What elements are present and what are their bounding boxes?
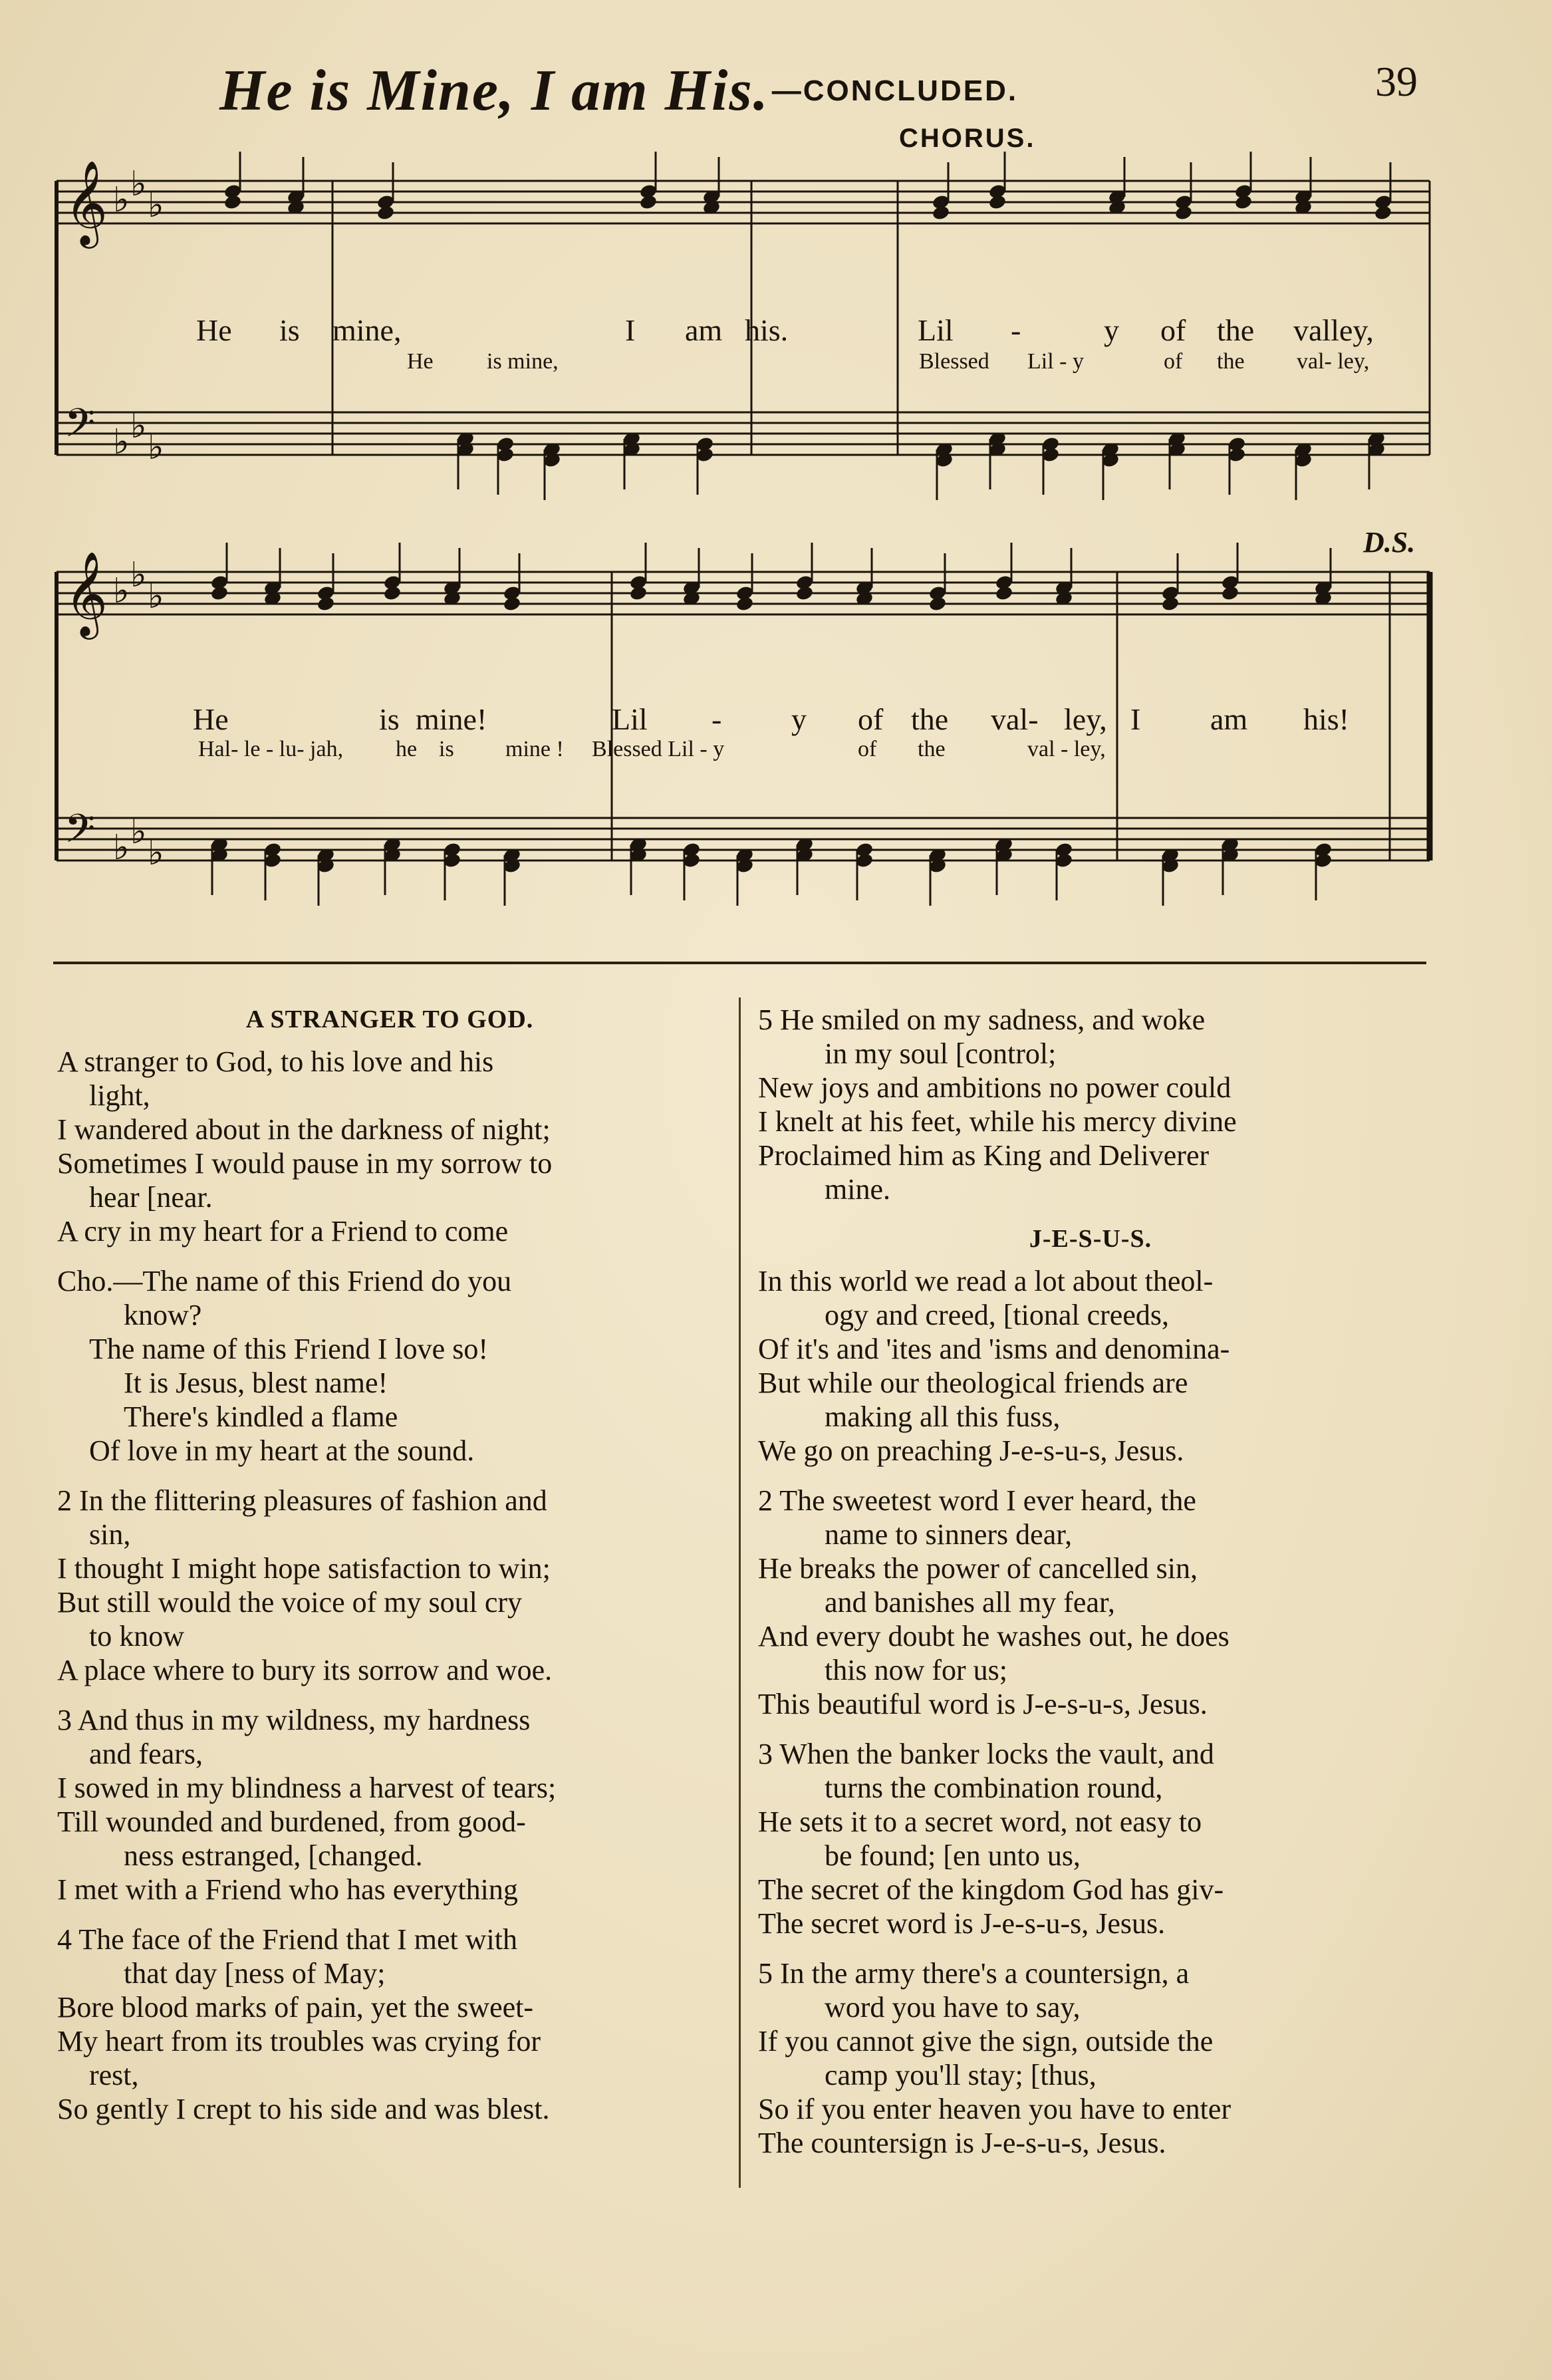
lyric-syllable: - <box>711 702 722 736</box>
verse-line: He breaks the power of cancelled sin, <box>758 1552 1198 1585</box>
verse-line: He sets it to a secret word, not easy to <box>758 1805 1202 1838</box>
verse-line: Bore blood marks of pain, yet the sweet- <box>57 1991 534 2024</box>
lyric-syllable: mine ! <box>505 737 564 761</box>
bass-clef-icon: 𝄢 <box>65 400 96 456</box>
lyric-syllable: his. <box>745 313 789 347</box>
verse-line: I wandered about in the darkness of night; <box>57 1113 551 1146</box>
flat-icon: ♭ <box>130 812 147 852</box>
lyric-syllable: Lil - y <box>1027 349 1084 374</box>
lyric-syllable: val- ley, <box>1297 349 1370 374</box>
sheet-music <box>0 0 1552 958</box>
section-divider <box>53 962 1426 964</box>
verse-line: The secret of the kingdom God has giv- <box>758 1873 1224 1906</box>
note-head <box>383 585 402 601</box>
flat-icon: ♭ <box>148 577 164 616</box>
verse-line: and fears, <box>89 1738 203 1770</box>
lyric-syllable: - <box>1011 313 1021 347</box>
hymn-stranger-verses <box>57 1045 722 2126</box>
verse-line: mine. <box>825 1173 890 1206</box>
flat-icon: ♭ <box>130 164 147 204</box>
verse-line: be found; [en unto us, <box>825 1839 1081 1872</box>
lyric-syllable: He <box>193 702 229 736</box>
note-head <box>932 204 951 221</box>
verse-line: turns the combination round, <box>825 1772 1163 1804</box>
ds-marking: D.S. <box>1363 526 1416 559</box>
verse-line: light, <box>89 1079 150 1112</box>
verse-line: 3 And thus in my wildness, my hardness <box>57 1704 531 1736</box>
verse-line: And every doubt he washes out, he does <box>758 1620 1229 1653</box>
verse-line: We go on preaching J-e-s-u-s, Jesus. <box>758 1434 1184 1467</box>
lyric-syllable: is <box>439 737 454 761</box>
flat-icon: ♭ <box>113 180 130 220</box>
flat-icon: ♭ <box>113 422 130 462</box>
lyric-syllable: the <box>1217 313 1255 347</box>
treble-clef-icon: 𝄞 <box>65 160 108 245</box>
lyric-syllable: his! <box>1303 702 1349 736</box>
lyric-syllable: of <box>858 702 884 736</box>
verse-line: This beautiful word is J-e-s-u-s, Jesus. <box>758 1688 1208 1720</box>
verse-line: Sometimes I would pause in my sorrow to <box>57 1147 553 1180</box>
concluded-label: —CONCLUDED. <box>771 74 1019 107</box>
lyric-syllable: I <box>1130 702 1141 736</box>
chorus-label: CHORUS. <box>899 124 1036 153</box>
verse-line: I knelt at his feet, while his mercy divine <box>758 1105 1237 1138</box>
bass-clef-icon: 𝄢 <box>65 805 96 861</box>
verse-line: My heart from its troubles was crying for <box>57 2025 541 2057</box>
verse-line: 3 When the banker locks the vault, and <box>758 1738 1214 1770</box>
verse-line: But still would the voice of my soul cry <box>57 1586 523 1619</box>
note-head <box>928 595 948 612</box>
note-head <box>988 194 1007 210</box>
lyric-syllable: Blessed Lil - y <box>592 737 725 761</box>
flat-icon: ♭ <box>148 186 164 225</box>
lyric-syllable: of <box>1164 349 1183 374</box>
verse-line: If you cannot give the sign, outside the <box>758 2025 1214 2057</box>
lyric-syllable: Hal- le - lu- jah, <box>198 737 344 761</box>
column-divider <box>739 997 741 2188</box>
lyric-syllable: Blessed <box>919 349 989 374</box>
hymn-stranger-title: A STRANGER TO GOD. <box>245 1005 534 1033</box>
page-number: 39 <box>1375 58 1418 105</box>
verse-line: But while our theological friends are <box>758 1367 1188 1399</box>
lyric-syllable: He <box>196 313 232 347</box>
verse-line: know? <box>124 1299 202 1331</box>
verse-line: rest, <box>89 2059 139 2091</box>
verse-line: to know <box>89 1620 184 1653</box>
verse-line: So if you enter heaven you have to enter <box>758 2093 1231 2125</box>
lyric-syllable: is mine, <box>487 349 559 374</box>
verse-line: hear [near. <box>89 1181 213 1214</box>
hymn-stranger-verse-5 <box>758 1003 1423 1206</box>
lyric-syllable: mine, <box>332 313 402 347</box>
verse-line: word you have to say, <box>825 1991 1081 2024</box>
lyric-syllable: is <box>379 702 400 736</box>
verse-line: It is Jesus, blest name! <box>124 1367 388 1399</box>
verse-line: A place where to bury its sorrow and woe. <box>57 1654 553 1686</box>
lyric-syllable: He <box>407 349 434 374</box>
note-head <box>1234 194 1253 210</box>
flat-icon: ♭ <box>148 428 164 467</box>
note-head <box>1161 595 1180 612</box>
verse-line: this now for us; <box>825 1654 1007 1686</box>
verse-line: making all this fuss, <box>825 1400 1061 1433</box>
lyric-syllable: valley, <box>1293 313 1374 347</box>
verse-line: A stranger to God, to his love and his <box>57 1045 494 1078</box>
note-head <box>639 194 658 210</box>
note-head <box>223 194 243 210</box>
verse-line: name to sinners dear, <box>825 1518 1073 1551</box>
verse-line: In this world we read a lot about theol- <box>758 1265 1214 1297</box>
verse-line: Of love in my heart at the sound. <box>89 1434 475 1467</box>
verse-line: Till wounded and burdened, from good- <box>57 1805 526 1838</box>
right-column <box>758 1003 1423 2160</box>
verse-line: Of it's and 'ites and 'isms and denomina- <box>758 1333 1230 1365</box>
verse-line: There's kindled a flame <box>124 1400 398 1433</box>
verse-line: ogy and creed, [tional creeds, <box>825 1299 1169 1331</box>
verse-line: 2 The sweetest word I ever heard, the <box>758 1484 1196 1517</box>
note-head <box>795 585 815 601</box>
lyric-syllable: the <box>911 702 949 736</box>
note-head <box>1174 204 1194 221</box>
flat-icon: ♭ <box>148 833 164 873</box>
verse-line: So gently I crept to his side and was blest. <box>57 2093 550 2125</box>
note-head <box>735 595 755 612</box>
left-column <box>57 1003 722 2126</box>
flat-icon: ♭ <box>113 571 130 611</box>
flat-icon: ♭ <box>130 406 147 446</box>
verse-line: New joys and ambitions no power could <box>758 1071 1231 1104</box>
verse-line: in my soul [control; <box>825 1037 1057 1070</box>
verse-line: Cho.—The name of this Friend do you <box>57 1265 512 1297</box>
verse-line: A cry in my heart for a Friend to come <box>57 1215 509 1248</box>
lyric-syllable: of <box>858 737 877 761</box>
note-head <box>503 595 522 612</box>
lyric-syllable: y <box>1104 313 1119 347</box>
note-head <box>995 585 1014 601</box>
lyric-syllable: I <box>625 313 636 347</box>
verse-line: 5 In the army there's a countersign, a <box>758 1957 1190 1990</box>
lyric-syllable: val - ley, <box>1027 737 1106 761</box>
verse-line: 2 In the flittering pleasures of fashion and <box>57 1484 547 1517</box>
verse-line: I sowed in my blindness a harvest of tears; <box>57 1772 557 1804</box>
lyric-syllable: Lil <box>918 313 954 347</box>
verse-line: sin, <box>89 1518 131 1551</box>
note-head <box>629 585 648 601</box>
verse-line: that day [ness of May; <box>124 1957 386 1990</box>
lyric-syllable: am <box>685 313 723 347</box>
lyric-syllable: of <box>1160 313 1186 347</box>
note-head <box>1221 585 1240 601</box>
verse-line: The name of this Friend I love so! <box>89 1333 488 1365</box>
lyric-syllable: ley, <box>1064 702 1107 736</box>
verse-line: The countersign is J-e-s-u-s, Jesus. <box>758 2127 1166 2159</box>
verse-line: 5 He smiled on my sadness, and woke <box>758 1003 1206 1036</box>
note-head <box>376 204 396 221</box>
lyric-syllable: the <box>918 737 946 761</box>
hymn-jesus-title: J-E-S-U-S. <box>1029 1225 1152 1253</box>
verse-line: camp you'll stay; [thus, <box>825 2059 1097 2091</box>
lyric-syllable: am <box>1210 702 1248 736</box>
verse-line: ness estranged, [changed. <box>124 1839 423 1872</box>
lyric-syllable: the <box>1217 349 1245 374</box>
verse-line: and banishes all my fear, <box>825 1586 1115 1619</box>
verse-line: Proclaimed him as King and Deliverer <box>758 1139 1210 1172</box>
verse-line: The secret word is J-e-s-u-s, Jesus. <box>758 1907 1166 1940</box>
verse-line: I thought I might hope satisfaction to win; <box>57 1552 551 1585</box>
lyric-syllable: val- <box>991 702 1039 736</box>
lyric-syllable: is <box>279 313 300 347</box>
treble-clef-icon: 𝄞 <box>65 551 108 636</box>
note-head <box>317 595 336 612</box>
hymn-title-text: He is Mine, I am His. <box>219 59 769 123</box>
lyric-syllable: he <box>396 737 418 761</box>
lyric-syllable: Lil <box>612 702 648 736</box>
flat-icon: ♭ <box>130 555 147 595</box>
lyric-syllable: y <box>791 702 807 736</box>
verse-line: I met with a Friend who has everything <box>57 1873 518 1906</box>
verse-line: 4 The face of the Friend that I met with <box>57 1923 517 1956</box>
note-head <box>210 585 229 601</box>
lyric-syllable: mine! <box>416 702 487 736</box>
note-head <box>1374 204 1393 221</box>
flat-icon: ♭ <box>113 828 130 868</box>
hymn-jesus-verses <box>758 1264 1423 2160</box>
